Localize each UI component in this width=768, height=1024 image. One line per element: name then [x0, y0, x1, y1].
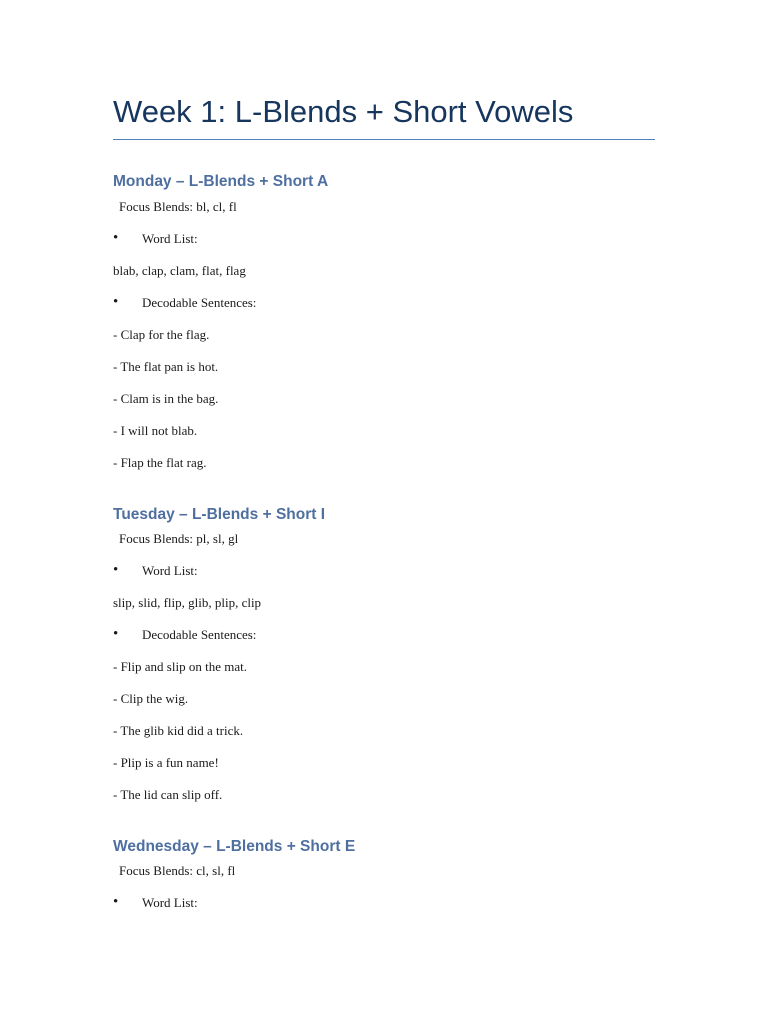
title-divider — [113, 139, 655, 140]
section-heading: Monday – L-Blends + Short A — [113, 173, 329, 190]
page-title: Week 1: L-Blends + Short Vowels — [113, 94, 574, 129]
sentences-label: Decodable Sentences: — [142, 295, 257, 310]
sentence: - The lid can slip off. — [113, 787, 223, 802]
sentence: - I will not blab. — [113, 423, 198, 438]
bullet-icon: • — [113, 294, 119, 310]
word-list: blab, clap, clam, flat, flag — [113, 263, 246, 278]
sentence: - Flap the flat rag. — [113, 455, 207, 470]
sentence: - Clip the wig. — [113, 691, 189, 706]
sentence: - The glib kid did a trick. — [113, 723, 244, 738]
word-list-label: Word List: — [142, 895, 198, 910]
bullet-icon: • — [113, 894, 119, 910]
focus-blends: Focus Blends: bl, cl, fl — [119, 199, 237, 214]
sentence: - Clap for the flag. — [113, 327, 210, 342]
word-list-label: Word List: — [142, 563, 198, 578]
sentence: - Clam is in the bag. — [113, 391, 219, 406]
sentences-label: Decodable Sentences: — [142, 627, 257, 642]
sentence: - The flat pan is hot. — [113, 359, 219, 374]
bullet-icon: • — [113, 230, 119, 246]
section-heading: Tuesday – L-Blends + Short I — [113, 506, 326, 523]
sentence: - Plip is a fun name! — [113, 755, 219, 770]
word-list-label: Word List: — [142, 231, 198, 246]
section-heading: Wednesday – L-Blends + Short E — [113, 838, 356, 855]
sentence: - Flip and slip on the mat. — [113, 659, 247, 674]
word-list: slip, slid, flip, glib, plip, clip — [113, 595, 262, 610]
focus-blends: Focus Blends: pl, sl, gl — [119, 531, 239, 546]
bullet-icon: • — [113, 626, 119, 642]
bullet-icon: • — [113, 562, 119, 578]
focus-blends: Focus Blends: cl, sl, fl — [119, 863, 236, 878]
